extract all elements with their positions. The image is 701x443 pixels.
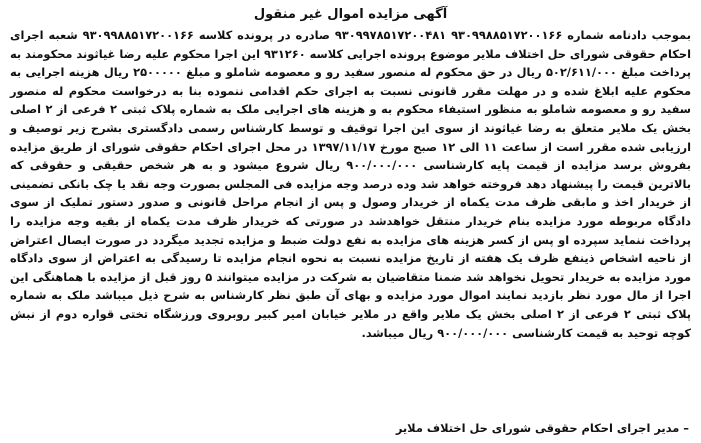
notice-signature: – مدیر اجرای احکام حقوقی شورای حل اختلاف ملایر <box>395 421 689 435</box>
notice-title: آگهی مزایده اموال غیر منقول <box>253 7 448 22</box>
notice-body: بموجب دادنامه شماره ۹۳۰۹۹۸۸۵۱۷۲۰۰۱۶۶ ۹۳۰۹۹۷۸۵۱۷۲۰۰۴۸۱ صادره در پرونده کلاسه ۹۳۰۹۹۸۸۵۱۷۲۰۰۱۶۶ شعبه اجرای احکام حقوقی شورای حل اختلاف ملایر موضوع پرونده اجرایی کلاسه ۹۳۱۲۶۰ این اجرا محکوم علیه رضا غیاثوند محکومند به پرداخت مبلغ ۵۰۲/۶۱۱/۰۰۰ ریال در حق محکوم له منصور سفید رو و معصومه شاملو و مبلغ ۲۵۰۰۰۰۰ ریال هزینه اجرایی به محکوم علیه ابلاغ شده و در مهلت مقرر قانونی نسبت به اجرای حکم اقدامی ننموده بنا به درخواست محکوم له منصور سفید رو و معصومه شاملو به منظور استیفاء محکوم به و هزینه های اجرایی ملک به شماره پلاک ثبتی ۲ فرعی از ۲ اصلی بخش یک ملایر متعلق به رضا غیاثوند از سوی این اجرا توقیف و توسط کارشناس رسمی دادگستری بشرح زیر توصیف و ارزیابی شده مقرر است از ساعت ۱۱ الی ۱۲ صبح مورخ ۱۳۹۷/۱۱/۱۷ در محل اجرای احکام حقوقی شورای از طریق مزایده بفروش برسد مزایده از قیمت پایه کارشناسی ۹۰۰/۰۰۰/۰۰۰ ریال شروع میشود و به هر شخص حقیقی و حقوقی که بالاترین قیمت را پیشنهاد دهد فروخته خواهد شد وده درصد وجه مزایده فی المجلس بصورت وجه نقد یا چک بانکی تضمینی از خریدار اخذ و مابقی ظرف مدت یکماه از خریدار وصول و پس از انجام مراحل قانونی و صدور دستور تملیک از سوی دادگاه مربوطه مورد مزایده بنام خریدار منتقل خواهدشد در صورتی که خریدار ظرف مدت یکماه از بقیه وجه مزایده را پرداخت ننماید سپرده او پس از کسر هزینه های مزایده به نفع دولت ضبط و مزایده تجدید میگردد در صورت ایصال اعتراض از ناحیه اشخاص ذینفع ظرف یک هفته از تاریخ مزایده نسبت به نحوه انجام مزایده تا رسیدگی به اعتراض از سوی دادگاه مورد مزایده به خریدار تحویل نخواهد شد ضمنا متقاضیان به شرکت در مزایده میتوانند ۵ روز قبل از مزایده با هماهنگی این اجرا از مال مورد نظر بازدید نمایند اموال مورد مزایده و بهای آن طبق نظر کارشناس به شرح ذیل میباشد ملک به شماره پلاک ثبتی ۲ فرعی از ۲ اصلی بخش یک ملایر واقع در ملایر خیابان امیر کبیر روبروی ورزشگاه تختی قواره دوم از نبش کوچه توحید به قیمت کارشناسی ۹۰۰/۰۰۰/۰۰۰ ریال میباشد. <box>10 28 692 340</box>
